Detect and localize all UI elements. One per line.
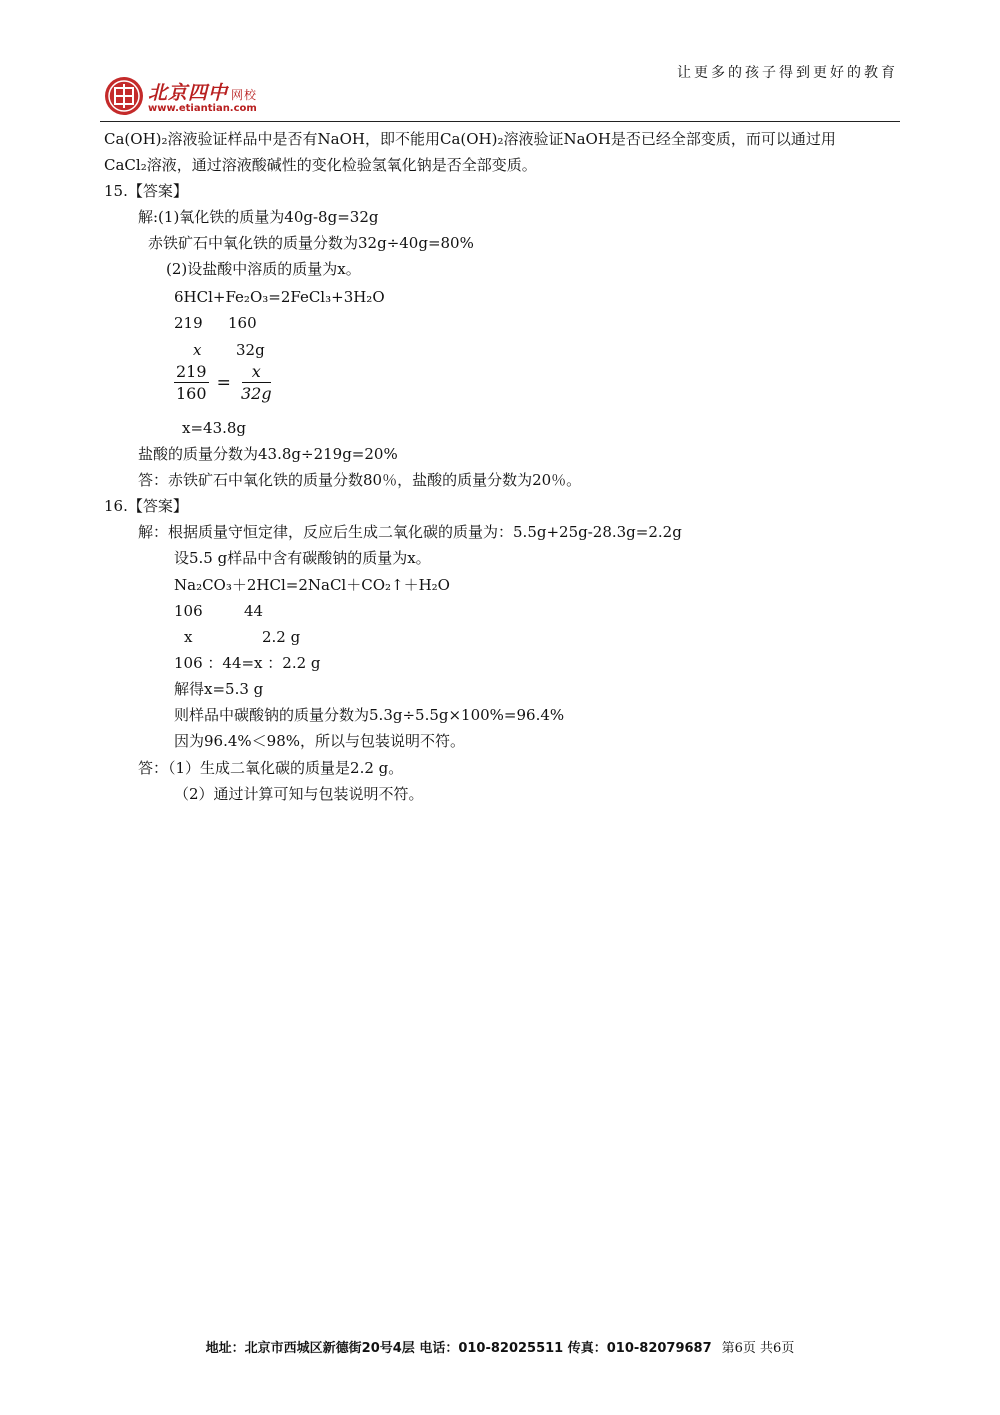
text-line: 106 ：44=x ：2.2 g [174,654,321,672]
molar-mass: 44 [244,602,264,620]
unknown-x: x [184,628,193,646]
logo-sub: 网校 [231,88,258,102]
text-line: 则样品中碳酸钠的质量分数为5.3g÷5.5g×100%=96.4% [174,706,565,724]
text-line: (2)设盐酸中溶质的质量为x。 [166,260,361,278]
logo-name [148,78,257,105]
logo-name-text: 北京四中 [148,82,229,104]
text-line: 设5.5 g样品中含有碳酸钠的质量为x。 [174,549,431,567]
footer-page-number: 第6页 共6页 [721,1341,795,1356]
fraction-right [239,362,274,403]
q15-heading: 15.【答案】 [104,182,188,200]
fraction-denominator: 32g [240,384,272,403]
result-line: x=43.8g [182,419,247,437]
text-line: 因为96.4%＜98%，所以与包装说明不符。 [174,732,465,750]
text-line: CaCl₂溶液，通过溶液酸碱性的变化检验氢氧化钠是否全部变质。 [104,156,537,174]
proportion-fraction [174,362,274,403]
molar-mass: 219 [174,314,203,332]
chemical-equation: Na₂CO₃＋2HCl=2NaCl＋CO₂↑＋H₂O [174,576,450,594]
header-slogan: 让更多的孩子得到更好的教育 [677,65,898,81]
answer-line: 答：（1）生成二氧化碳的质量是2.2 g。 [138,759,404,777]
logo [104,76,257,116]
fraction-equals: = [216,372,231,393]
q16-heading: 16.【答案】 [104,497,188,515]
text-line: 盐酸的质量分数为43.8g÷219g=20% [138,445,398,463]
mass-value: 32g [236,341,265,359]
text-line: Ca(OH)₂溶液验证样品中是否有NaOH，即不能用Ca(OH)₂溶液验证NaOH是否已经全部变质，而可以通过用 [104,130,836,148]
text-line: 解:(1)氧化铁的质量为40g-8g=32g [138,208,379,226]
molar-mass: 160 [228,314,257,332]
mass-value: 2.2 g [262,628,301,646]
logo-seal-icon [104,76,144,116]
page-footer [0,1337,1000,1356]
fraction-left [174,362,209,403]
chemical-equation: 6HCl+Fe₂O₃=2FeCl₃+3H₂O [174,288,385,306]
footer-address: 地址：北京市西城区新德街20号4层 电话：010-82025511 传真：010-82079687 [205,1341,712,1356]
unknown-x: x [193,341,202,359]
logo-url: www.etiantian.com [148,103,257,114]
header-divider [100,121,900,122]
answer-line: （2）通过计算可知与包装说明不符。 [174,785,424,803]
text-line: 赤铁矿石中氧化铁的质量分数为32g÷40g=80% [148,234,474,252]
molar-mass: 106 [174,602,203,620]
fraction-denominator: 160 [176,384,207,403]
fraction-numerator: 219 [176,362,207,381]
text-line: 解：根据质量守恒定律，反应后生成二氧化碳的质量为：5.5g+25g-28.3g=2.2g [138,523,682,541]
result-line: 解得x=5.3 g [174,680,264,698]
fraction-numerator: x [242,362,271,383]
answer-line: 答：赤铁矿石中氧化铁的质量分数80％，盐酸的质量分数为20％。 [138,471,582,489]
